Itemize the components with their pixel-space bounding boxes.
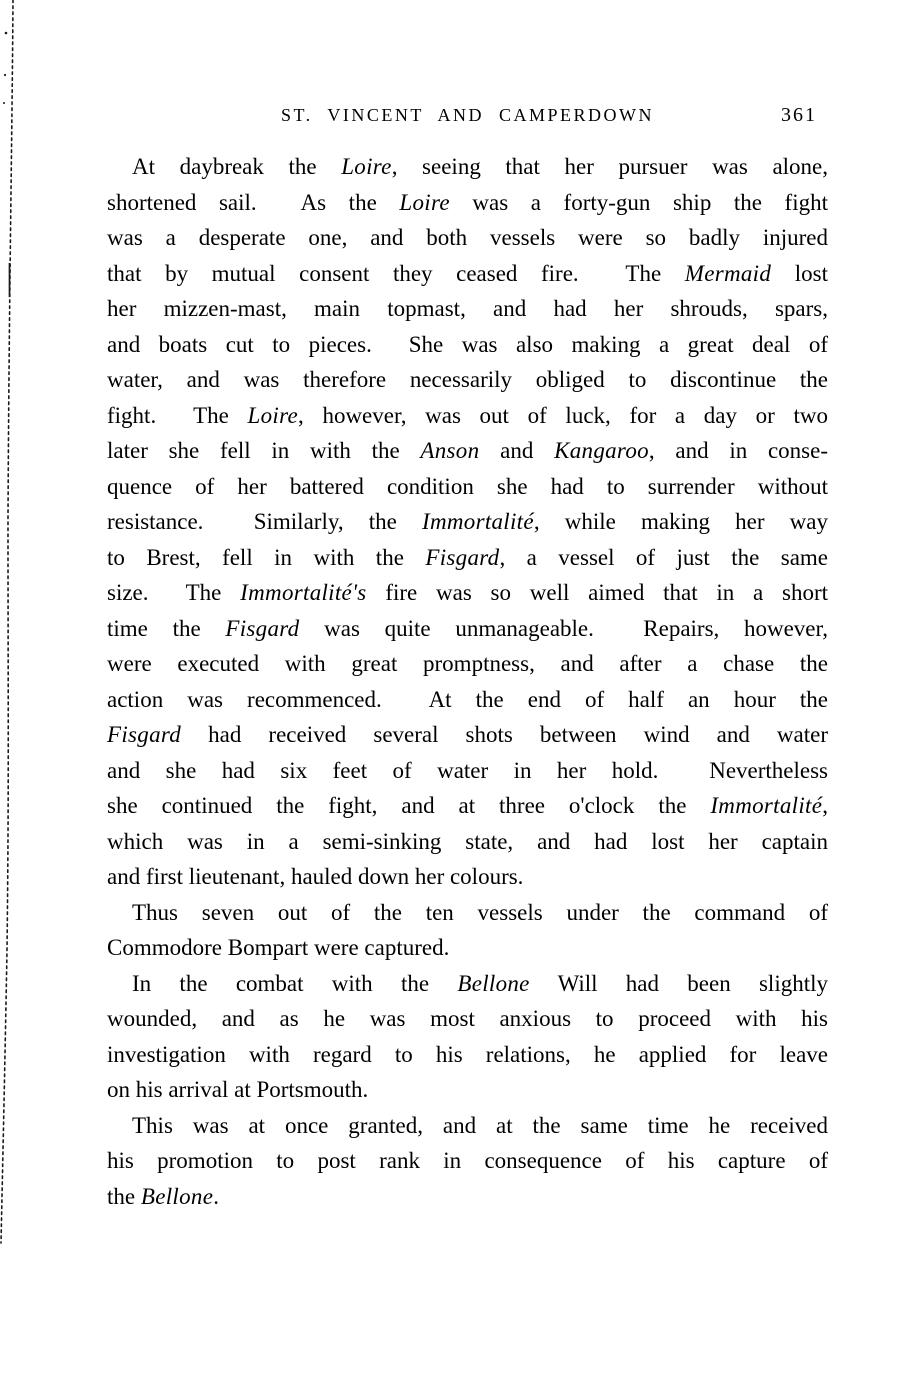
- text-line: In the combat with the Bellone Will had been slightly: [132, 970, 828, 996]
- text-line: quence of her battered condition she had to surrender without: [107, 473, 828, 499]
- text-line: which was in a semi-sinking state, and had lost her captain: [107, 828, 828, 854]
- paragraph: [107, 1108, 828, 1215]
- text-line: her mizzen-mast, main topmast, and had her shrouds, spars,: [107, 296, 828, 321]
- text-line: resistance. Similarly, the Immortalité, while making her way: [107, 509, 828, 534]
- text-line: his promotion to post rank in consequence of his capture of: [107, 1148, 828, 1173]
- text-line: This was at once granted, and at the same time he received: [132, 1112, 828, 1138]
- paragraph: [107, 149, 828, 895]
- text-line: later she fell in with the Anson and Kangaroo, and in conse-: [107, 438, 828, 463]
- running-title: ST. VINCENT AND CAMPERDOWN: [280, 105, 655, 125]
- text-line: was a desperate one, and both vessels were so badly injured: [107, 225, 828, 250]
- page-number: 361: [781, 104, 817, 126]
- text-line: Thus seven out of the ten vessels under the command of: [132, 899, 828, 925]
- text-line: water, and was therefore necessarily obliged to discontinue the: [107, 367, 828, 392]
- paragraph: [107, 895, 828, 966]
- text-line: wounded, and as he was most anxious to proceed with his: [107, 1006, 828, 1031]
- text-line: Commodore Bompart were captured.: [107, 935, 450, 960]
- text-line: action was recommenced. At the end of half an hour the: [107, 686, 828, 712]
- paragraph: [107, 966, 828, 1108]
- text-line: to Brest, fell in with the Fisgard, a vessel of just the same: [107, 544, 828, 570]
- page-header: [107, 103, 828, 129]
- text-line: investigation with regard to his relations, he applied for leave: [107, 1041, 828, 1067]
- text-line: and she had six feet of water in her hold. Nevertheless: [107, 757, 828, 783]
- text-line: At daybreak the Loire, seeing that her pursuer was alone,: [132, 154, 828, 179]
- page-text: [107, 149, 828, 1214]
- text-line: and first lieutenant, hauled down her colours.: [107, 864, 524, 889]
- text-line: size. The Immortalité's fire was so well aimed that in a short: [107, 580, 828, 605]
- text-line: were executed with great promptness, and after a chase the: [107, 651, 828, 676]
- text-line: fight. The Loire, however, was out of luck, for a day or two: [107, 402, 828, 428]
- text-line: and boats cut to pieces. She was also making a great deal of: [107, 331, 828, 357]
- text-line: the Bellone.: [107, 1183, 219, 1209]
- text-line: that by mutual consent they ceased fire. The Mermaid lost: [107, 260, 828, 286]
- text-line: she continued the fight, and at three o'clock the Immortalité,: [107, 793, 828, 818]
- text-line: shortened sail. As the Loire was a forty-gun ship the fight: [107, 189, 829, 215]
- text-line: on his arrival at Portsmouth.: [107, 1077, 369, 1102]
- text-line: time the Fisgard was quite unmanageable. Repairs, however,: [107, 615, 828, 641]
- text-line: Fisgard had received several shots between wind and water: [107, 722, 828, 747]
